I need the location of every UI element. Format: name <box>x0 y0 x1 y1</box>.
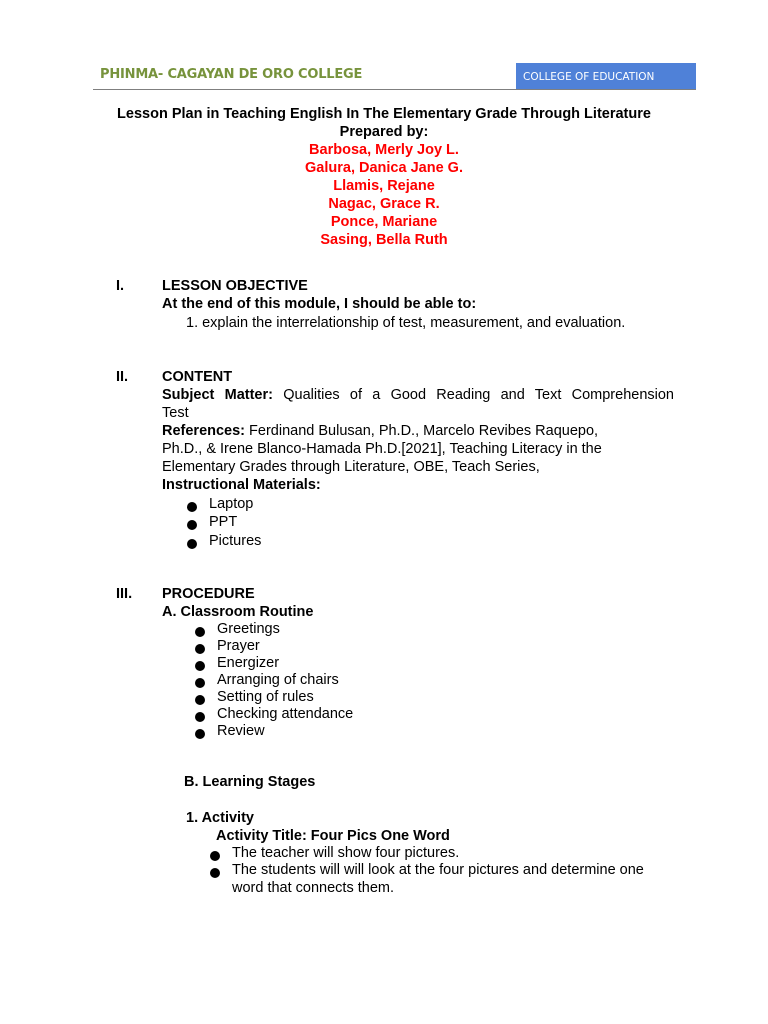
material-item: PPT <box>209 514 238 530</box>
bullet-icon <box>195 695 205 705</box>
author-name: Llamis, Rejane <box>333 178 435 194</box>
activity-title: Activity Title: Four Pics One Word <box>216 828 450 844</box>
routine-item: Energizer <box>217 655 280 671</box>
section-heading: LESSON OBJECTIVE <box>162 278 308 294</box>
subject-matter-line <box>162 387 674 403</box>
bullet-icon <box>187 502 197 512</box>
references-value: Ferdinand Bulusan, Ph.D., Marcelo Revibes Raquepo, <box>249 423 599 439</box>
references-line <box>162 423 598 439</box>
learning-stages-heading: B. Learning Stages <box>184 774 316 790</box>
routine-item: Checking attendance <box>217 706 354 722</box>
section-numeral: I. <box>116 278 125 294</box>
bullet-icon <box>195 661 205 671</box>
header-divider <box>93 89 696 90</box>
bullet-icon <box>195 729 205 739</box>
author-name: Ponce, Mariane <box>330 214 438 230</box>
activity-heading: 1. Activity <box>186 810 254 826</box>
routine-item: Review <box>217 723 265 739</box>
author-name: Sasing, Bella Ruth <box>320 232 448 248</box>
section-heading: CONTENT <box>162 369 233 385</box>
section-numeral: III. <box>116 586 133 602</box>
materials-label: Instructional Materials: <box>162 477 321 493</box>
references-continued: Ph.D., & Irene Blanco-Hamada Ph.D.[2021], Teaching Literacy in the <box>162 441 602 457</box>
routine-item: Arranging of chairs <box>217 672 339 688</box>
department-box: COLLEGE OF EDUCATION <box>516 63 696 89</box>
routine-item: Prayer <box>217 638 260 654</box>
objective-item: 1. explain the interrelationship of test, measurement, and evaluation. <box>186 315 626 331</box>
bullet-icon <box>195 678 205 688</box>
college-name: PHINMA- CAGAYAN DE ORO COLLEGE <box>100 67 363 82</box>
prepared-by-label: Prepared by: <box>339 124 429 140</box>
objective-intro: At the end of this module, I should be able to: <box>162 296 477 312</box>
subject-matter-label: Subject Matter: <box>162 387 273 403</box>
document-title: Lesson Plan in Teaching English In The Elementary Grade Through Literature <box>117 106 651 122</box>
material-item: Laptop <box>209 496 254 512</box>
bullet-icon <box>195 627 205 637</box>
activity-item-continued: word that connects them. <box>232 880 394 896</box>
references-label: References: <box>162 423 246 439</box>
section-heading: PROCEDURE <box>162 586 255 602</box>
subject-matter-value: Qualities of a Good Reading and Text Comprehension <box>283 387 674 403</box>
section-numeral: II. <box>116 369 129 385</box>
material-item: Pictures <box>209 533 262 549</box>
bullet-icon <box>187 520 197 530</box>
subject-matter-continued: Test <box>162 405 189 421</box>
bullet-icon <box>195 712 205 722</box>
bullet-icon <box>210 851 220 861</box>
routine-heading: A. Classroom Routine <box>162 604 314 620</box>
bullet-icon <box>210 868 220 878</box>
author-name: Galura, Danica Jane G. <box>305 160 463 176</box>
activity-item: The students will will look at the four pictures and determine one <box>232 862 644 878</box>
bullet-icon <box>187 539 197 549</box>
routine-item: Setting of rules <box>217 689 314 705</box>
author-name: Barbosa, Merly Joy L. <box>309 142 459 158</box>
references-continued: Elementary Grades through Literature, OBE, Teach Series, <box>162 459 540 475</box>
routine-item: Greetings <box>217 621 280 637</box>
activity-item: The teacher will show four pictures. <box>232 845 460 861</box>
author-name: Nagac, Grace R. <box>328 196 440 212</box>
bullet-icon <box>195 644 205 654</box>
